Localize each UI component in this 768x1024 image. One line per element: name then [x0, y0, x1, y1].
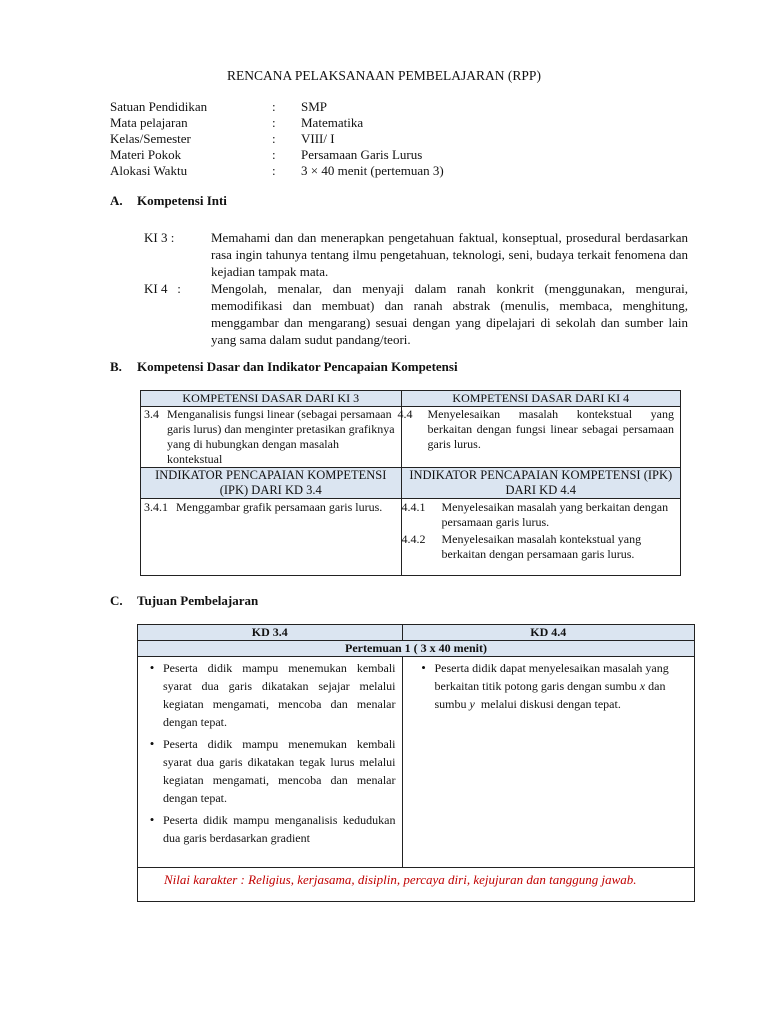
ipk-number: 4.4.2: [401, 532, 426, 546]
kd-header-ki4: KOMPETENSI DASAR DARI KI 4: [401, 391, 681, 407]
ki-code: KI 4 :: [144, 281, 181, 296]
identity-row: [110, 131, 670, 147]
section-title: Kompetensi Inti: [137, 193, 227, 208]
list-item-text: Peserta didik mampu menemukan kembali syarat dua garis dikatakan sejajar melalui kegiatan mengamati, mencoba dan menalar dengan tepat.: [163, 661, 396, 729]
identity-colon: :: [272, 115, 276, 130]
bullet-icon: •: [149, 736, 155, 751]
kd-text: Menyelesaikan masalah kontekstual yang berkaitan dengan fungsi linear sebagai persamaan garis lurus.: [427, 407, 674, 451]
section-letter: A.: [110, 193, 123, 208]
tujuan-header-kd44: KD 4.4: [402, 625, 695, 641]
kd-number: 3.4: [144, 407, 159, 421]
identity-value: Persamaan Garis Lurus: [301, 147, 423, 162]
list-item-text-part: dan sumbu: [434, 679, 666, 711]
ipk-entry: [402, 500, 675, 530]
ki-item: [144, 229, 688, 280]
ipk-number: 3.4.1: [144, 500, 168, 514]
ipk-number: 4.4.1: [401, 500, 426, 514]
page-title: RENCANA PELAKSANAAN PEMBELAJARAN (RPP): [227, 68, 541, 83]
identity-label: Materi Pokok: [110, 147, 182, 162]
ki-item: [144, 280, 688, 348]
list-item-text: [435, 659, 685, 713]
ipk-header-kd44: INDIKATOR PENCAPAIAN KOMPETENSI (IPK) DARI KD 4.4: [401, 468, 681, 499]
kompetensi-dasar-table: [140, 390, 681, 576]
identity-label: Satuan Pendidikan: [110, 99, 208, 114]
tujuan-list: [413, 659, 685, 713]
ipk-header-kd34: INDIKATOR PENCAPAIAN KOMPETENSI (IPK) DARI KD 3.4: [141, 468, 402, 499]
tujuan-pembelajaran-table: [137, 624, 695, 902]
list-item: [141, 735, 396, 807]
variable-x: x: [639, 679, 646, 693]
list-item-text: Peserta didik mampu menemukan kembali syarat dua garis dikatakan tegak lurus melalui kegiatan mengamati, mencoba dan menalar dengan tepat.: [163, 737, 396, 805]
section-title: Tujuan Pembelajaran: [137, 593, 259, 608]
ipk-text: Menyelesaikan masalah yang berkaitan dengan persamaan garis lurus.: [441, 500, 669, 529]
tujuan-header-kd34: KD 3.4: [138, 625, 403, 641]
kd-entry: [397, 407, 675, 452]
meeting-row: Pertemuan 1 ( 3 x 40 menit): [138, 641, 695, 657]
list-item: [141, 811, 396, 847]
ipk-entry: [402, 532, 675, 562]
identity-value: VIII/ I: [301, 131, 335, 146]
kd-4-4-cell: [397, 407, 681, 468]
list-item-text-part: melalui diskusi dengan tepat.: [474, 697, 621, 711]
identity-label: Kelas/Semester: [110, 131, 191, 146]
kd-3-4-cell: [141, 407, 402, 468]
identity-value: SMP: [301, 99, 328, 114]
ipk-kd44-cell: [401, 499, 681, 576]
identity-row: [110, 163, 670, 179]
variable-y: y: [469, 697, 475, 711]
identity-value: Matematika: [301, 115, 364, 130]
section-b-heading: [110, 359, 458, 375]
identity-colon: :: [272, 163, 276, 178]
identity-row: [110, 147, 670, 163]
ki-text: Mengolah, menalar, dan menyaji dalam ranah konkrit (menggunakan, mengurai, memodifikasi dan membuat) dan ranah abstrak (menulis, membaca, menghitung, menggambar dan mengarang) sesuai dengan yang dipelajari di sekolah dan sumber lain yang sama dalam sudut pandang/teori.: [211, 281, 688, 347]
ipk-entry: [144, 500, 395, 515]
tujuan-kd34-cell: [138, 657, 403, 868]
ki-text: Memahami dan dan menerapkan pengetahuan faktual, konseptual, prosedural berdasarkan rasa ingin tahunya tentang ilmu pengetahuan, teknologi, seni, budaya terkait fenomena dan kejadian tampak mata.: [211, 230, 688, 279]
identity-colon: :: [272, 131, 276, 146]
list-item: [141, 659, 396, 731]
identity-row: [110, 99, 670, 115]
identity-label: Mata pelajaran: [110, 115, 188, 130]
kompetensi-inti-list: [144, 229, 688, 348]
list-item: [413, 659, 685, 713]
tujuan-list: [141, 659, 396, 847]
list-item-text: Peserta didik mampu menganalisis kedudukan dua garis berdasarkan gradient: [163, 813, 396, 845]
section-letter: C.: [110, 593, 123, 608]
identity-colon: :: [272, 147, 276, 162]
identity-value: 3 × 40 menit (pertemuan 3): [301, 163, 444, 178]
ipk-kd34-cell: [141, 499, 402, 576]
identity-colon: :: [272, 99, 276, 114]
ipk-text: Menggambar grafik persamaan garis lurus.: [176, 500, 383, 514]
bullet-icon: •: [149, 812, 155, 827]
kd-text: Menganalisis fungsi linear (sebagai persamaan garis lurus) dan menginter pretasikan grafiknya yang di hubungkan dengan masalah kontekstual: [167, 407, 395, 466]
kd-number: 4.4: [397, 407, 413, 421]
ki-code: KI 3 :: [144, 230, 175, 245]
section-c-heading: [110, 593, 258, 609]
kd-entry: [144, 407, 397, 467]
identity-row: [110, 115, 670, 131]
section-a-heading: [110, 193, 227, 209]
nilai-karakter: Nilai karakter : Religius, kerjasama, disiplin, percaya diri, kejujuran dan tanggung jawab.: [138, 868, 695, 902]
kd-header-ki3: KOMPETENSI DASAR DARI KI 3: [141, 391, 402, 407]
list-item-text-part: Peserta didik dapat menyelesaikan masalah yang berkaitan titik potong garis dengan sumbu: [434, 661, 669, 693]
bullet-icon: •: [421, 660, 426, 675]
identity-label: Alokasi Waktu: [110, 163, 188, 178]
section-letter: B.: [110, 359, 122, 374]
section-title: Kompetensi Dasar dan Indikator Pencapaian Kompetensi: [137, 359, 458, 374]
ipk-text: Menyelesaikan masalah kontekstual yang berkaitan dengan persamaan garis lurus.: [441, 532, 642, 561]
tujuan-kd44-cell: [402, 657, 695, 868]
bullet-icon: •: [149, 660, 155, 675]
identity-block: [110, 99, 670, 179]
